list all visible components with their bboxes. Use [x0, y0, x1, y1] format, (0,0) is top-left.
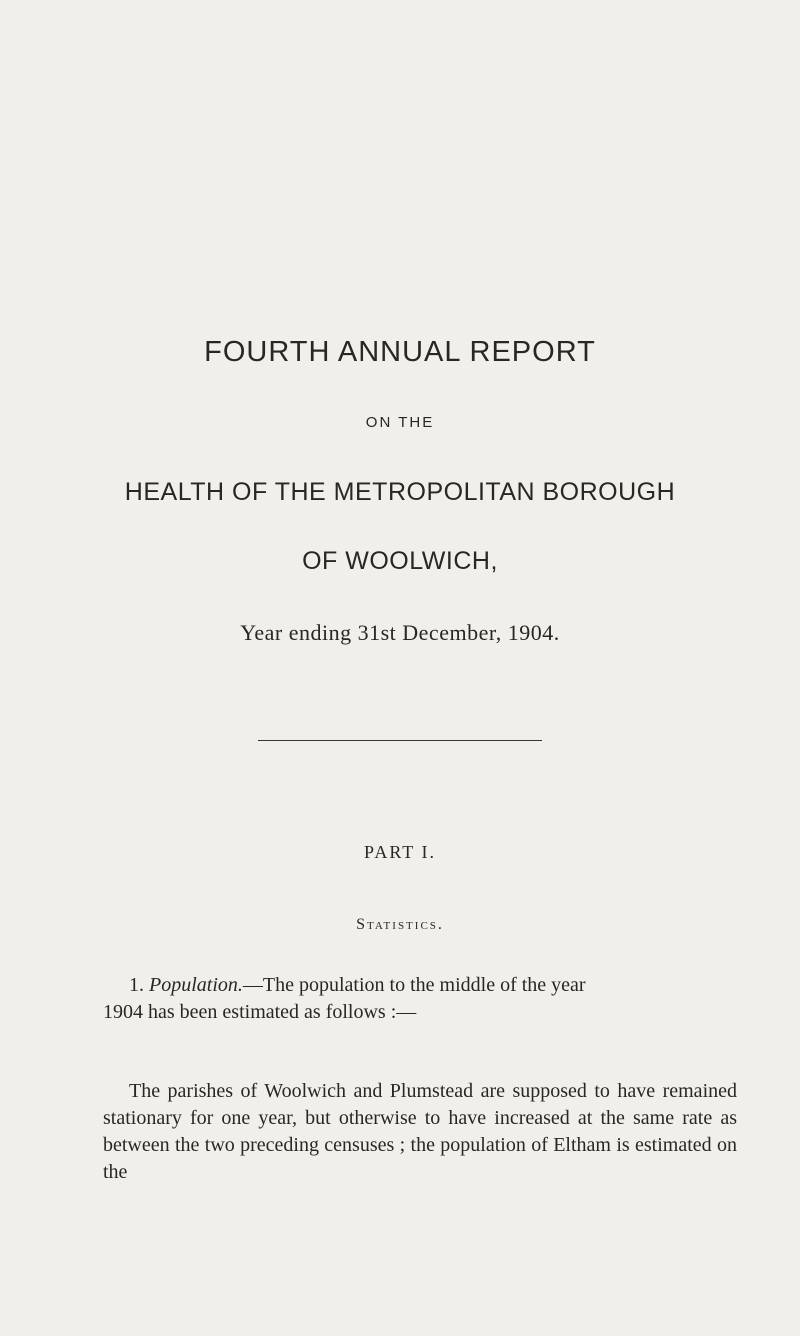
paragraph-text-line2: 1904 has been estimated as follows :— — [103, 1001, 417, 1023]
paragraph-population-first-line — [103, 972, 737, 999]
report-subject-line: HEALTH OF THE METROPOLITAN BOROUGH — [124, 478, 676, 506]
report-title: FOURTH ANNUAL REPORT — [204, 336, 596, 368]
paragraph-population — [103, 972, 737, 1026]
report-borough-line: OF WOOLWICH, — [302, 547, 498, 575]
report-year-line: Year ending 31st December, 1904. — [240, 620, 560, 645]
section-divider — [258, 740, 542, 741]
paragraph-parishes: The parishes of Woolwich and Plumstead are supposed to have remained stationary for one year, but otherwise to have increased at the same rate as between the two preceding censuses ; the population of Eltham is estimated on the — [103, 1080, 737, 1183]
paragraph-topic: Population. — [149, 974, 243, 996]
part-heading: PART I. — [364, 842, 436, 862]
paragraph-number: 1. — [129, 974, 144, 996]
section-heading: Statistics. — [356, 916, 444, 933]
paragraph-text-line1: —The population to the middle of the year — [242, 974, 586, 996]
report-subtitle-on-the: ON THE — [365, 414, 435, 431]
